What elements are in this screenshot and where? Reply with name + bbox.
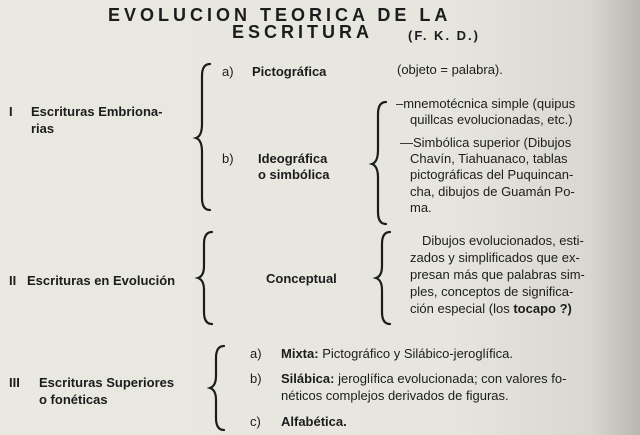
section2-label: Escrituras en Evolución [27, 273, 176, 288]
section3-b-desc-line2: néticos complejos derivados de figuras. [281, 388, 509, 403]
section1-a-letter: a) [222, 64, 234, 79]
section3-label-line2: o fonéticas [39, 392, 108, 407]
section3-a-desc: Pictográfico y Silábico-jeroglífica. [322, 346, 513, 361]
section1-roman: I [9, 104, 13, 119]
section1-a-desc: (objeto = palabra). [397, 62, 503, 77]
section3-b-line1 [281, 370, 566, 387]
section3-roman: III [9, 375, 20, 390]
section2-desc-line: Dibujos evolucionados, esti- [422, 233, 584, 248]
section3-c-letter: c) [250, 414, 261, 429]
section1-b-name-line2: o simbólica [258, 167, 330, 182]
section3-c-name: Alfabética. [281, 414, 347, 429]
section3-a-letter: a) [250, 346, 262, 361]
section3-a-line [281, 345, 513, 362]
section1-b-item: Chavín, Tiahuanaco, tablas [410, 151, 568, 166]
title-line2: ESCRITURA [232, 22, 374, 42]
section2-desc-line: presan más que palabras sim- [410, 267, 585, 282]
title-line1: EVOLUCION TEORICA DE LA [108, 5, 452, 25]
section1-b-brace [370, 100, 390, 226]
section1-b-item: ma. [410, 200, 432, 215]
section2-desc-line: zados y simplificados que ex- [410, 250, 580, 265]
section3-b-name: Silábica: [281, 371, 335, 386]
title-author: (F. K. D.) [408, 28, 480, 43]
section2-roman: II [9, 273, 17, 288]
section1-b-item: pictográficas del Puquincan- [410, 167, 574, 182]
section2-name: Conceptual [266, 271, 337, 286]
section1-b-letter: b) [222, 151, 234, 166]
section3-a-name: Mixta: [281, 346, 319, 361]
section2-desc-line: ples, conceptos de significa- [410, 284, 574, 299]
section2-brace [196, 230, 216, 326]
section3-label-line1: Escrituras Superiores [39, 375, 175, 390]
section1-label-line1: Escrituras Embriona- [31, 104, 163, 119]
section1-b-item: —Simbólica superior (Dibujos [400, 135, 572, 150]
section3-b-desc-line1: jeroglífica evolucionada; con valores fo- [338, 371, 567, 386]
section2-desc-line-last [410, 300, 572, 317]
section1-b-item: –mnemotécnica simple (quipus [396, 96, 576, 111]
section1-label-line2: rias [31, 121, 55, 136]
section3-b-letter: b) [250, 371, 262, 386]
section2-desc-bold: tocapo ?) [513, 301, 572, 316]
section1-b-name-line1: Ideográfica [258, 151, 328, 166]
section1-b-item: cha, dibujos de Guamán Po- [410, 184, 575, 199]
section3-brace [208, 344, 228, 432]
section1-b-item: quillcas evolucionadas, etc.) [410, 112, 573, 127]
section2-desc-text: ción especial (los [410, 301, 510, 316]
section1-brace [194, 62, 214, 212]
section2-desc-brace [374, 230, 394, 326]
section1-a-name: Pictográfica [252, 64, 327, 79]
